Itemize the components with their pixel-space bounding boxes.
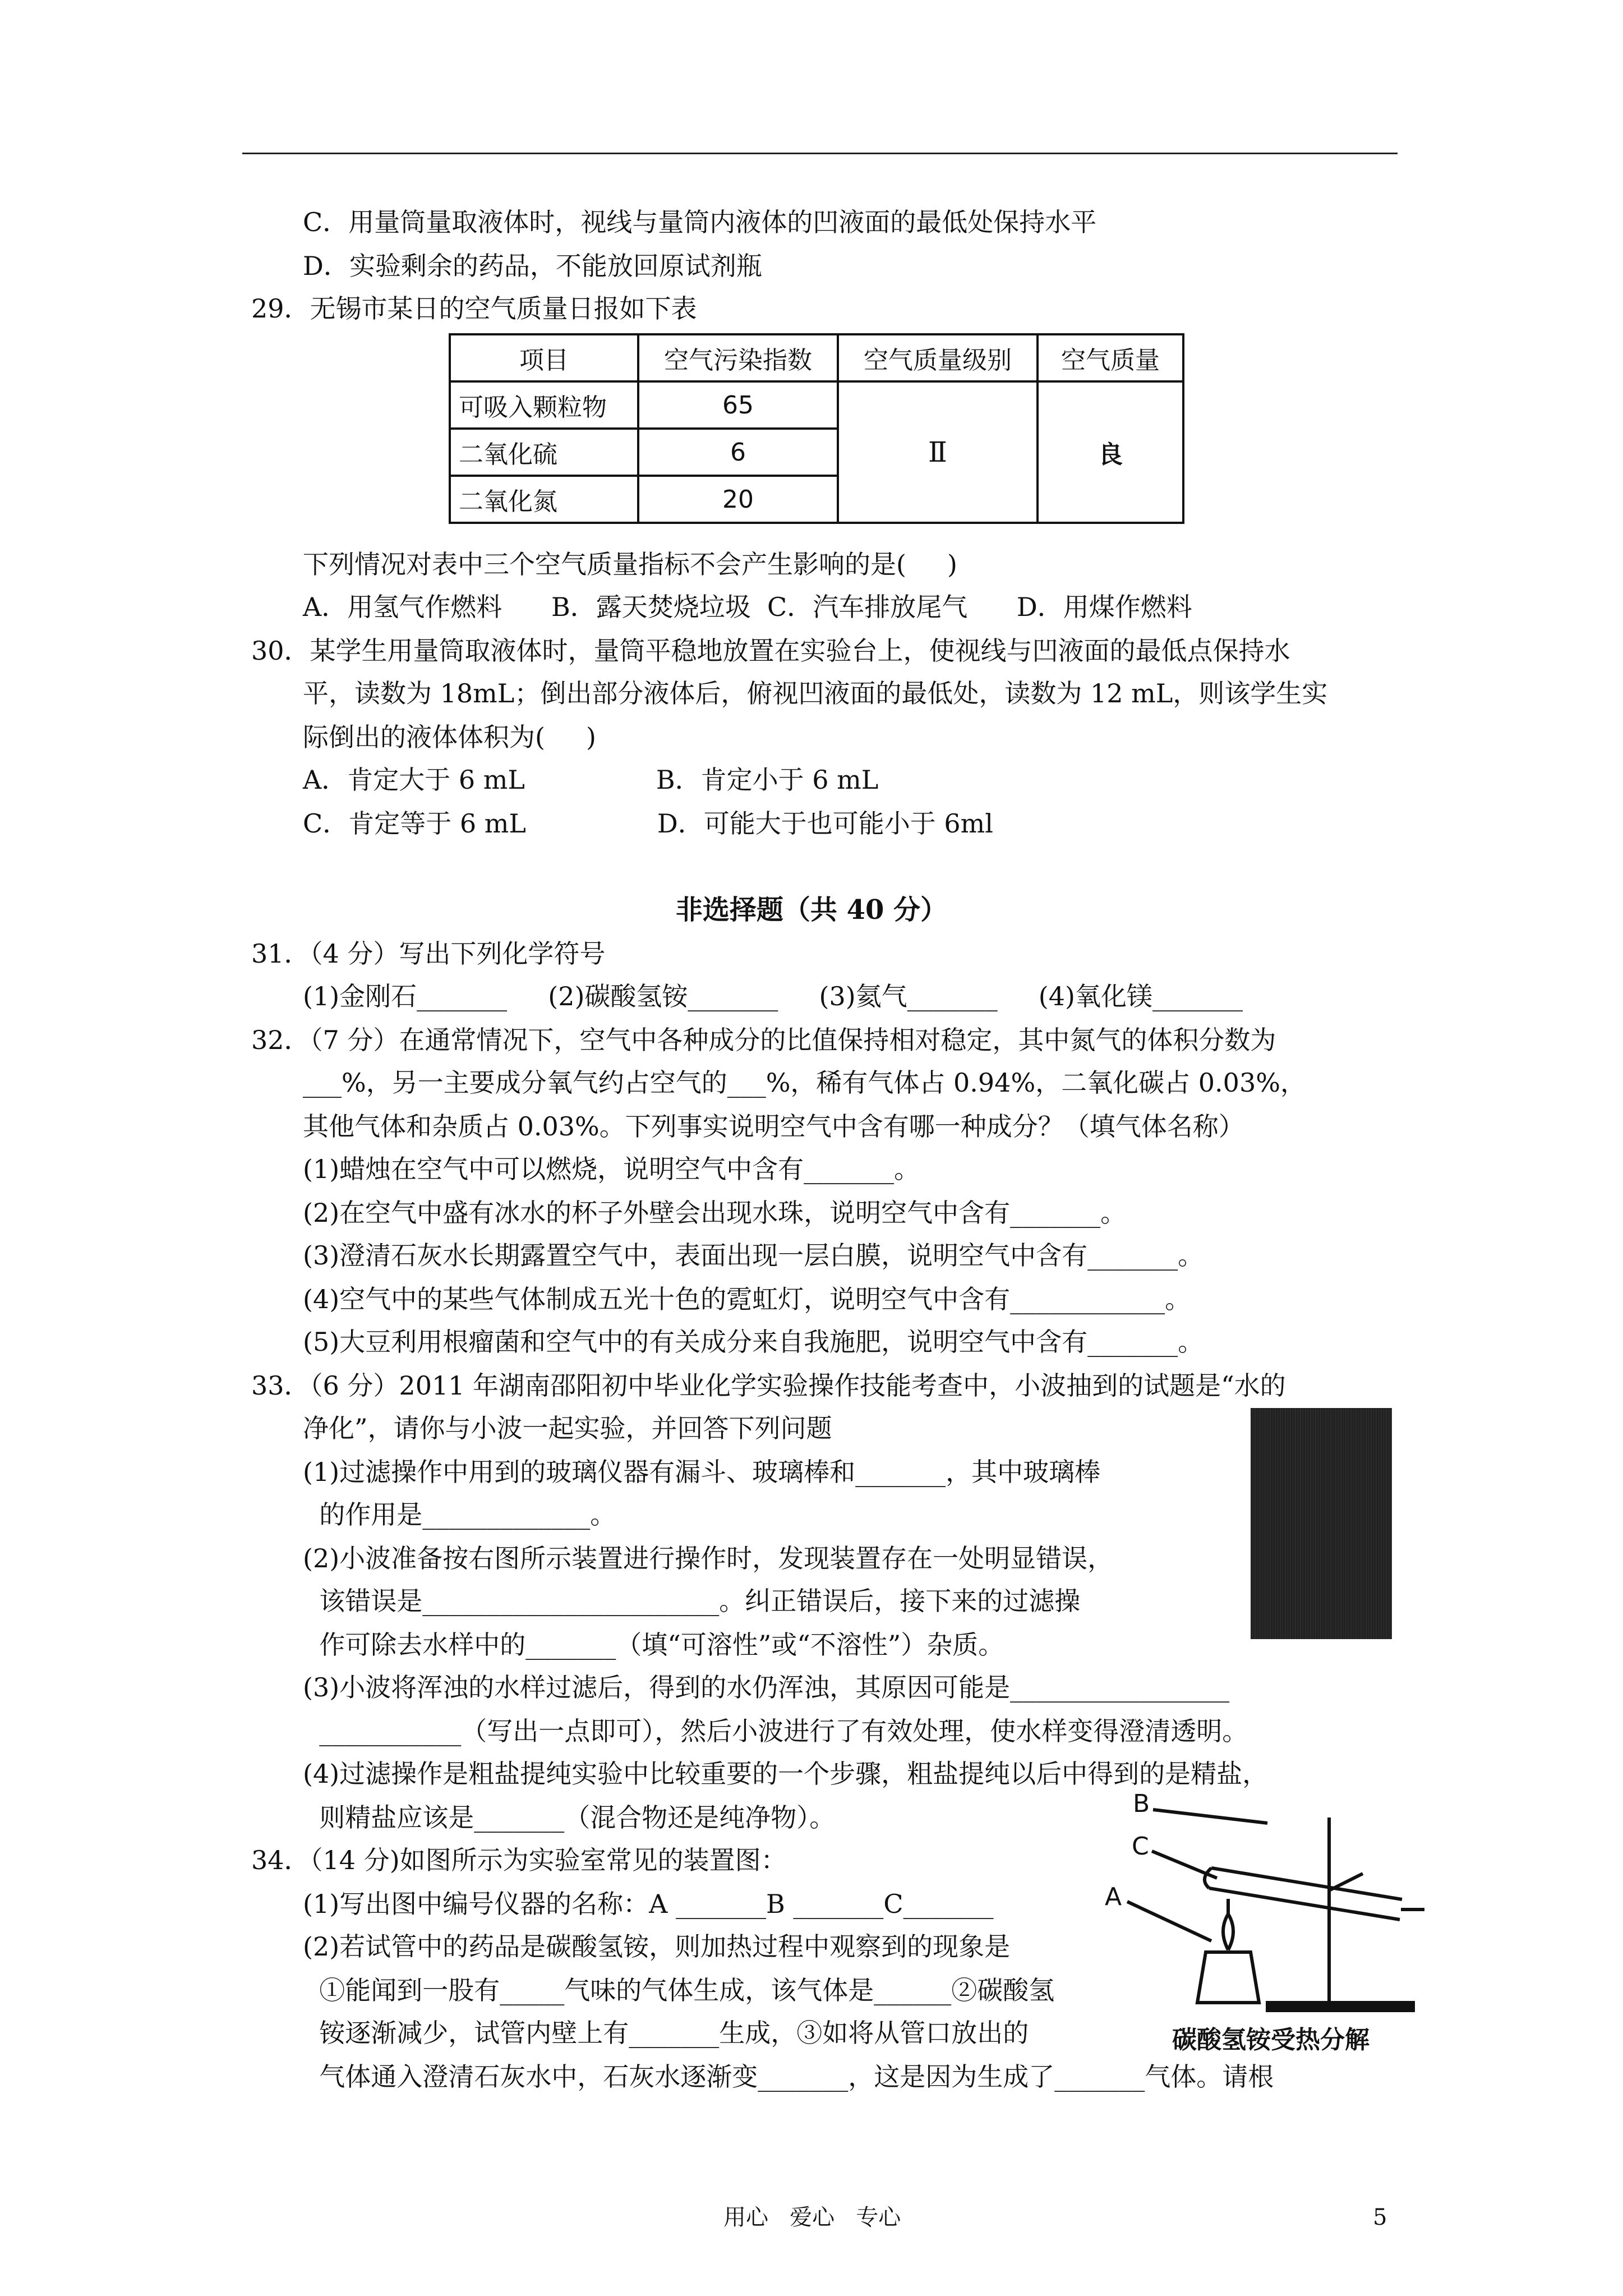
table-cell-item: 可吸入颗粒物 (450, 381, 638, 429)
pointer-c (1152, 1851, 1217, 1878)
q32-sub-4: (4)空气中的某些气体制成五光十色的霓虹灯，说明空气中含有____________。 (303, 1284, 1191, 1314)
q34-sub-2c: 铵逐渐减少，试管内壁上有_______生成，③如将从管口放出的 (303, 2018, 1029, 2048)
q29-options: A．用氢气作燃料 B．露天焚烧垃圾 C．汽车排放尾气 D．用煤作燃料 (303, 592, 1192, 622)
filtration-photo (1251, 1408, 1392, 1639)
q33-sub-3a: (3)小波将浑浊的水样过滤后，得到的水仍浑浊，其原因可能是_________________ (303, 1672, 1230, 1703)
label-b: B (1133, 1789, 1150, 1818)
q33-stem-2: 净化”，请你与小波一起实验，并回答下列问题 (303, 1413, 832, 1443)
footer-motto: 用心 爱心 专心 (723, 2205, 901, 2230)
q29-question: 下列情况对表中三个空气质量指标不会产生影响的是( ) (303, 549, 958, 579)
table-cell-item: 二氧化硫 (450, 429, 638, 476)
table-header: 空气污染指数 (638, 334, 838, 381)
stand-base (1267, 2003, 1413, 2010)
figure-caption: 碳酸氢铵受热分解 (1172, 2026, 1370, 2054)
table-header-row (450, 334, 1183, 381)
q30-stem-2: 平，读数为 18mL；倒出部分液体后，俯视凹液面的最低处，读数为 12 mL，则该学生实 (303, 678, 1328, 708)
q30-options-cd: C．肯定等于 6 mL D．可能大于也可能小于 6ml (303, 808, 993, 839)
pointer-b (1153, 1810, 1267, 1823)
table-header: 项目 (450, 334, 638, 381)
q28-option-d: D．实验剩余的药品，不能放回原试剂瓶 (303, 251, 762, 281)
q34-sub-1: (1)写出图中编号仪器的名称：A _______B _______C_______ (303, 1889, 994, 1919)
section-title: 非选择题（共 40 分） (675, 894, 948, 926)
q32-stem-1: 32．（7 分）在通常情况下，空气中各种成分的比值保持相对稳定，其中氮气的体积分数为 (251, 1025, 1276, 1055)
q32-sub-5: (5)大豆利用根瘤菌和空气中的有关成分来自我施肥，说明空气中含有_______。 (303, 1327, 1204, 1357)
q33-sub-4b: 则精盐应该是_______（混合物还是纯净物）。 (303, 1802, 836, 1833)
label-a: A (1105, 1883, 1122, 1911)
label-c: C (1132, 1832, 1149, 1861)
q33-sub-3b: ___________（写出一点即可），然后小波进行了有效处理，使水样变得澄清透明。 (303, 1716, 1248, 1746)
q28-option-c: C．用量筒量取液体时，视线与量筒内液体的凹液面的最低处保持水平 (303, 207, 1097, 237)
table-row (450, 381, 1183, 429)
lamp-flame (1223, 1914, 1233, 1950)
table-cell-level: Ⅱ (838, 381, 1038, 523)
q30-stem-3: 际倒出的液体体积为( ) (303, 722, 597, 752)
q30-options-ab: A．肯定大于 6 mL B．肯定小于 6 mL (303, 765, 879, 795)
table-cell-index: 6 (638, 429, 838, 476)
test-tube-end (1205, 1868, 1211, 1888)
q34-sub-2d: 气体通入澄清石灰水中，石灰水逐渐变_______，这是因为生成了_______气体。请根 (303, 2062, 1274, 2092)
pointer-a (1127, 1902, 1211, 1941)
heating-apparatus-figure (1099, 1784, 1436, 2019)
q34-sub-2b: ①能闻到一股有_____气味的气体生成，该气体是______②碳酸氢 (303, 1975, 1055, 2005)
q32-stem-2: ___%，另一主要成分氧气约占空气的___%，稀有气体占 0.94%，二氧化碳占 0.03%， (303, 1068, 1306, 1098)
q33-sub-2b: 该错误是_______________________。纠正错误后，接下来的过滤操 (303, 1586, 1081, 1616)
q33-sub-1b: 的作用是_____________。 (303, 1499, 616, 1530)
q34-stem: 34．（14 分)如图所示为实验室常见的装置图： (251, 1845, 787, 1875)
q29-stem: 29．无锡市某日的空气质量日报如下表 (251, 293, 697, 324)
q33-stem-1: 33．（6 分）2011 年湖南邵阳初中毕业化学实验操作技能考查中，小波抽到的试题是“水的 (251, 1370, 1286, 1401)
q33-sub-1a: (1)过滤操作中用到的玻璃仪器有漏斗、玻璃棒和_______，其中玻璃棒 (303, 1457, 1101, 1487)
q32-sub-1: (1)蜡烛在空气中可以燃烧，说明空气中含有_______。 (303, 1154, 920, 1184)
q34-sub-2a: (2)若试管中的药品是碳酸氢铵，则加热过程中观察到的现象是 (303, 1931, 1011, 1962)
q33-sub-2c: 作可除去水样中的_______（填“可溶性”或“不溶性”）杂质。 (303, 1630, 1004, 1660)
q30-stem-1: 30．某学生用量筒取液体时，量筒平稳地放置在实验台上，使视线与凹液面的最低点保持水 (251, 636, 1290, 666)
q31-stem: 31．（4 分）写出下列化学符号 (251, 938, 606, 969)
air-quality-table (449, 333, 1184, 524)
table-cell-index: 65 (638, 381, 838, 429)
table-cell-index: 20 (638, 476, 838, 523)
alcohol-lamp (1197, 1952, 1259, 2003)
q33-sub-2a: (2)小波准备按右图所示装置进行操作时，发现装置存在一处明显错误， (303, 1543, 1114, 1573)
q32-sub-2: (2)在空气中盛有冰水的杯子外壁会出现水珠，说明空气中含有_______。 (303, 1198, 1127, 1228)
q32-sub-3: (3)澄清石灰水长期露置空气中，表面出现一层白膜，说明空气中含有_______。 (303, 1240, 1204, 1271)
header-rule (242, 153, 1398, 154)
page-number: 5 (1373, 2205, 1387, 2230)
q33-sub-4a: (4)过滤操作是粗盐提纯实验中比较重要的一个步骤，粗盐提纯以后中得到的是精盐， (303, 1759, 1269, 1789)
table-header: 空气质量 (1038, 334, 1183, 381)
table-cell-item: 二氧化氮 (450, 476, 638, 523)
q31-items: (1)金刚石_______ (2)碳酸氢铵_______ (3)氦气_______ (4)氧化镁_______ (303, 981, 1243, 1011)
table-cell-quality: 良 (1038, 381, 1183, 523)
table-header: 空气质量级别 (838, 334, 1038, 381)
q32-stem-3: 其他气体和杂质占 0.03%。下列事实说明空气中含有哪一种成分？（填气体名称） (303, 1111, 1244, 1142)
